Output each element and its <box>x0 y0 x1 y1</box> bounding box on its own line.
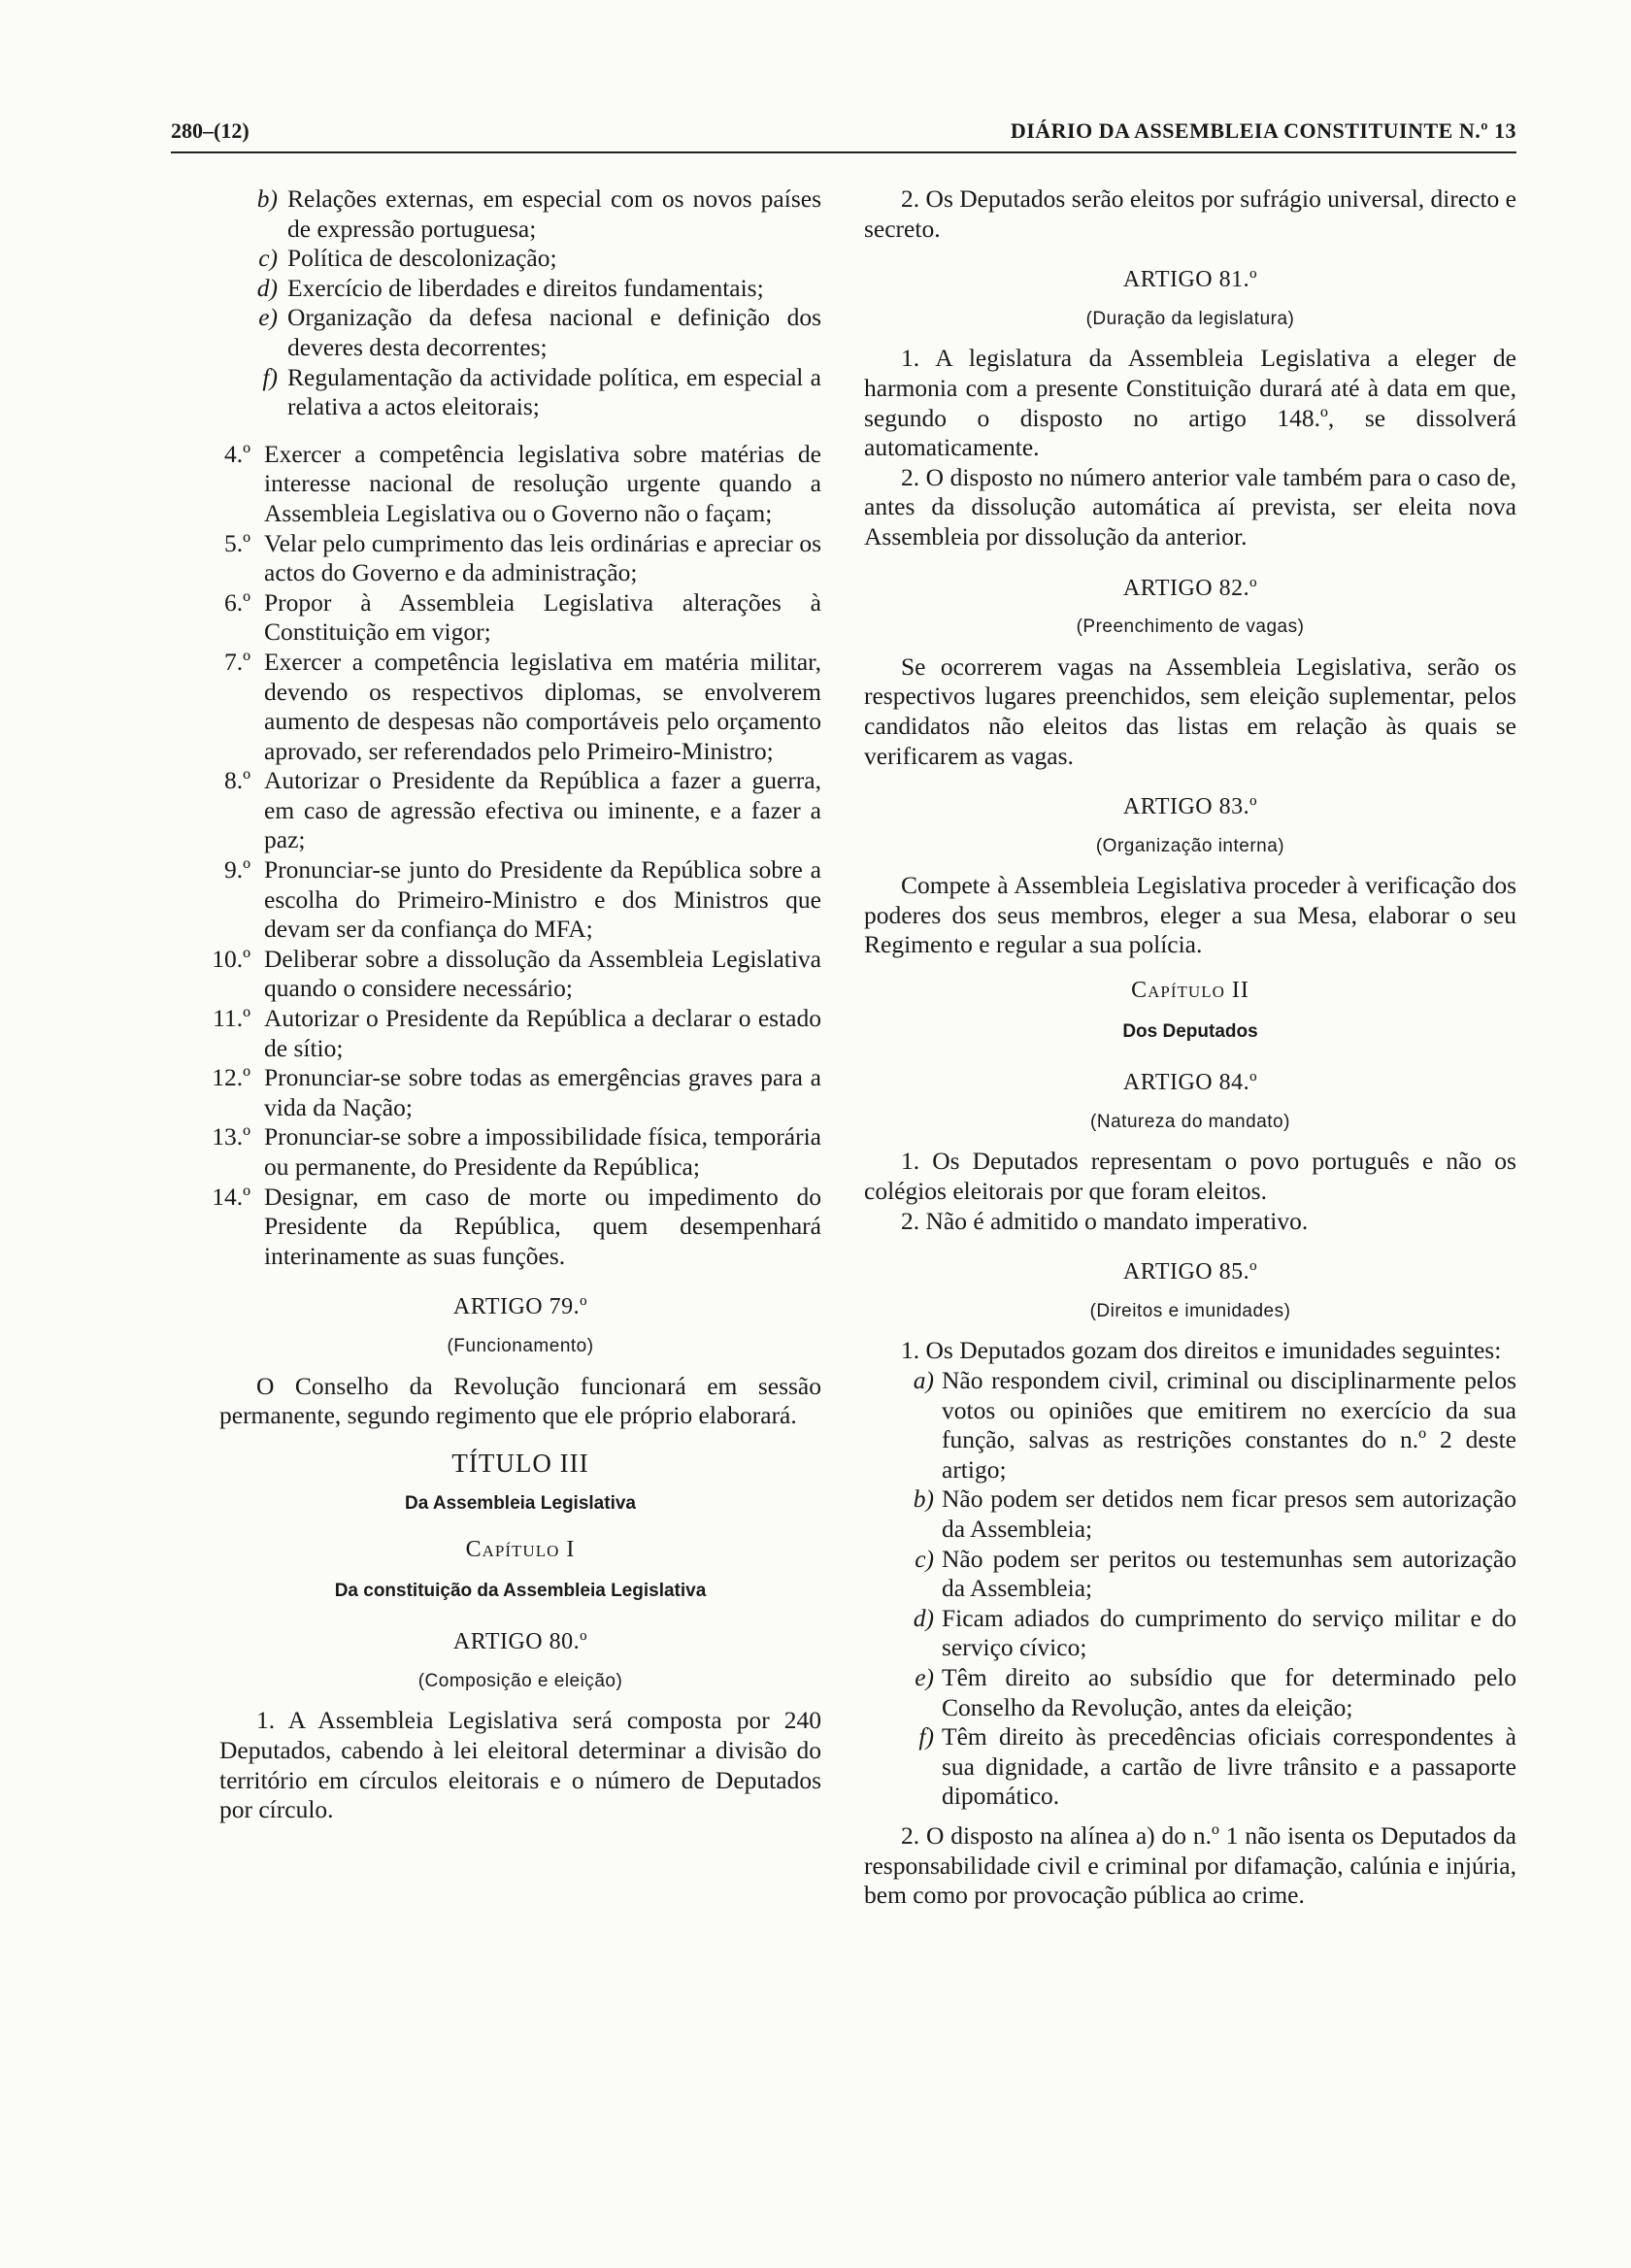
article-heading: ARTIGO 82.º <box>1122 575 1258 601</box>
article-paragraph: 2. Não é admitido o mandato imperativo. <box>901 1206 1309 1235</box>
article-heading: ARTIGO 85.º <box>1122 1259 1258 1285</box>
item-mark: d) <box>913 1603 934 1632</box>
list-item <box>190 945 821 1004</box>
item-mark: b) <box>256 184 278 213</box>
item-text: Relações externas, em especial com os novos países de expressão portuguesa; <box>287 184 821 243</box>
list-item <box>219 363 821 422</box>
item-text: Têm direito ao subsídio que for determinado pelo Conselho da Revolução, antes da eleição; <box>942 1662 1516 1721</box>
page-header <box>171 115 1516 153</box>
item-mark: 4.º <box>223 439 250 468</box>
item-mark: e) <box>915 1662 934 1691</box>
title-subheading: Da Assembleia Legislativa <box>405 1493 636 1515</box>
item-mark: f) <box>262 362 278 391</box>
article-paragraph: 1. Os Deputados gozam dos direitos e imunidades seguintes: <box>901 1336 1502 1365</box>
list-item <box>864 1484 1516 1544</box>
item-mark: c) <box>258 244 278 273</box>
article-paragraph: 1. A Assembleia Legislativa será composta por 240 Deputados, cabendo à lei eleitoral determinar a divisão do território em círculos eleitorais e o número de Deputados por círculo. <box>219 1706 821 1824</box>
item-mark: 14.º <box>212 1182 250 1211</box>
article-epigraph: (Duração da legislatura) <box>1085 308 1295 329</box>
chapter-subheading: Da constituição da Assembleia Legislativa <box>334 1580 707 1601</box>
list-item <box>190 648 821 766</box>
article-paragraph: 2. O disposto no número anterior vale também para o caso de, antes da dissolução automática aí prevista, ser eleita nova Assembleia por dissolução da anterior. <box>864 462 1516 550</box>
list-item <box>190 588 821 648</box>
list-item <box>190 529 821 588</box>
article-heading: ARTIGO 79.º <box>452 1294 588 1320</box>
journal-title: DIÁRIO DA ASSEMBLEIA CONSTITUINTE N.º 13 <box>1010 118 1516 143</box>
list-item <box>190 1183 821 1272</box>
item-mark: c) <box>915 1544 934 1573</box>
item-text: Têm direito às precedências oficiais correspondentes à sua dignidade, a cartão de livre trânsito e a passaporte dipomático. <box>942 1722 1516 1811</box>
title-heading: TÍTULO III <box>451 1448 589 1478</box>
item-text: Não podem ser detidos nem ficar presos sem autorização da Assembleia; <box>942 1484 1516 1543</box>
article-paragraph: Se ocorrerem vagas na Assembleia Legislativa, serão os respectivos lugares preenchidos, sem eleição suplementar, pelos candidatos não eleitos das listas em relação às quais se verificarem as vagas. <box>864 651 1516 770</box>
item-mark: 9.º <box>223 855 250 884</box>
list-item <box>190 1004 821 1063</box>
item-text: Velar pelo cumprimento das leis ordinárias e apreciar os actos do Governo e da administração; <box>264 528 821 587</box>
list-item <box>190 766 821 855</box>
list-item <box>864 1663 1516 1722</box>
list-item <box>219 184 821 244</box>
chapter-heading: Capítulo II <box>1131 978 1249 1004</box>
item-text: Pronunciar-se sobre a impossibilidade física, temporária ou permanente, do Presidente da República; <box>264 1122 821 1181</box>
list-item <box>190 440 821 529</box>
page-number: 280–(12) <box>171 118 250 143</box>
chapter-subheading: Dos Deputados <box>1122 1020 1258 1042</box>
right-column <box>864 184 1516 1911</box>
sub-item-list <box>219 184 821 422</box>
list-item <box>190 855 821 945</box>
article-heading: ARTIGO 83.º <box>1122 794 1258 820</box>
list-item <box>864 1604 1516 1663</box>
item-text: Exercer a competência legislativa sobre matérias de interesse nacional de resolução urgente quando a Assembleia Legislativa ou o Governo não o façam; <box>264 439 821 527</box>
list-item <box>864 1545 1516 1604</box>
spacer <box>864 1812 1516 1821</box>
list-item <box>864 1366 1516 1484</box>
item-mark: 7.º <box>223 647 250 676</box>
article-epigraph: (Preenchimento de vagas) <box>1076 617 1305 638</box>
item-text: Política de descolonização; <box>287 244 557 273</box>
list-item <box>219 244 821 274</box>
item-text: Autorizar o Presidente da República a fazer a guerra, em caso de agressão efectiva ou iminente, e a fazer a paz; <box>264 766 821 854</box>
article-epigraph: (Organização interna) <box>1095 835 1285 856</box>
list-item <box>864 1722 1516 1812</box>
article-heading: ARTIGO 81.º <box>1122 267 1258 293</box>
list-item <box>190 1063 821 1122</box>
item-mark: a) <box>913 1366 934 1394</box>
item-mark: 6.º <box>223 587 250 617</box>
article-epigraph: (Natureza do mandato) <box>1090 1111 1290 1132</box>
article-paragraph: Compete à Assembleia Legislativa proceder à verificação dos poderes dos seus membros, eleger a sua Mesa, elaborar o seu Regimento e regular a sua polícia. <box>864 871 1516 959</box>
item-text: Exercício de liberdades e direitos fundamentais; <box>287 273 764 302</box>
item-mark: 8.º <box>223 766 250 795</box>
article-epigraph: (Funcionamento) <box>447 1335 594 1356</box>
article-paragraph: O Conselho da Revolução funcionará em sessão permanente, segundo regimento que ele próprio elaborará. <box>219 1371 821 1430</box>
item-text: Não respondem civil, criminal ou disciplinarmente pelos votos ou opiniões que emitirem no exercício da sua função, salvas as restrições constantes do n.º 2 deste artigo; <box>942 1366 1516 1484</box>
article-paragraph: 2. O disposto na alínea a) do n.º 1 não isenta os Deputados da responsabilidade civil e criminal por difamação, calúnia e injúria, bem como por provocação pública ao crime. <box>864 1820 1516 1910</box>
item-text: Propor à Assembleia Legislativa alterações à Constituição em vigor; <box>264 587 821 647</box>
item-text: Organização da defesa nacional e definição dos deveres desta decorrentes; <box>287 303 821 361</box>
item-mark: b) <box>913 1484 934 1514</box>
item-text: Regulamentação da actividade política, em especial a relativa a actos eleitorais; <box>287 362 821 421</box>
item-text: Ficam adiados do cumprimento do serviço militar e do serviço cívico; <box>942 1603 1516 1662</box>
list-item <box>219 303 821 362</box>
item-mark: 12.º <box>212 1063 250 1092</box>
numbered-list <box>190 440 821 1272</box>
item-text: Pronunciar-se junto do Presidente da República sobre a escolha do Primeiro-Ministro e dos Ministros que devam ser da confiança do MFA; <box>264 855 821 944</box>
item-text: Deliberar sobre a dissolução da Assembleia Legislativa quando o considere necessário; <box>264 944 821 1003</box>
item-text: Pronunciar-se sobre todas as emergências graves para a vida da Nação; <box>264 1063 821 1121</box>
item-text: Autorizar o Presidente da República a declarar o estado de sítio; <box>264 1004 821 1062</box>
item-text: Designar, em caso de morte ou impedimento do Presidente da República, quem desempenhará interinamente as suas funções. <box>264 1182 821 1270</box>
item-mark: 5.º <box>223 528 250 557</box>
item-text: Não podem ser peritos ou testemunhas sem autorização da Assembleia; <box>942 1544 1516 1603</box>
list-item <box>190 1122 821 1182</box>
article-paragraph: 1. Os Deputados representam o povo português e não os colégios eleitorais por que foram eleitos. <box>864 1147 1516 1206</box>
item-mark: d) <box>256 273 278 302</box>
item-mark: 11.º <box>213 1004 250 1033</box>
article-paragraph: 2. Os Deputados serão eleitos por sufrágio universal, directo e secreto. <box>864 184 1516 243</box>
item-mark: 10.º <box>212 944 250 973</box>
article-heading: ARTIGO 84.º <box>1122 1070 1258 1096</box>
item-mark: e) <box>258 303 278 332</box>
item-mark: 13.º <box>212 1122 250 1151</box>
article-paragraph: 1. A legislatura da Assembleia Legislativa a eleger de harmonia com a presente Constituição durará até à data em que, segundo o disposto no artigo 148.º, se dissolverá automaticamente. <box>864 344 1516 462</box>
item-text: Exercer a competência legislativa em matéria militar, devendo os respectivos diplomas, se envolverem aumento de despesas não comportáveis pelo orçamento aprovado, ser referendados pelo Primeiro-Ministro; <box>264 647 821 765</box>
sub-item-list <box>864 1366 1516 1812</box>
left-column <box>212 184 821 1825</box>
list-item <box>219 274 821 304</box>
chapter-heading: Capítulo I <box>465 1536 576 1562</box>
article-epigraph: (Composição e eleição) <box>417 1670 623 1691</box>
item-mark: f) <box>918 1722 934 1751</box>
article-epigraph: (Direitos e imunidades) <box>1089 1300 1291 1321</box>
article-heading: ARTIGO 80.º <box>452 1629 588 1655</box>
